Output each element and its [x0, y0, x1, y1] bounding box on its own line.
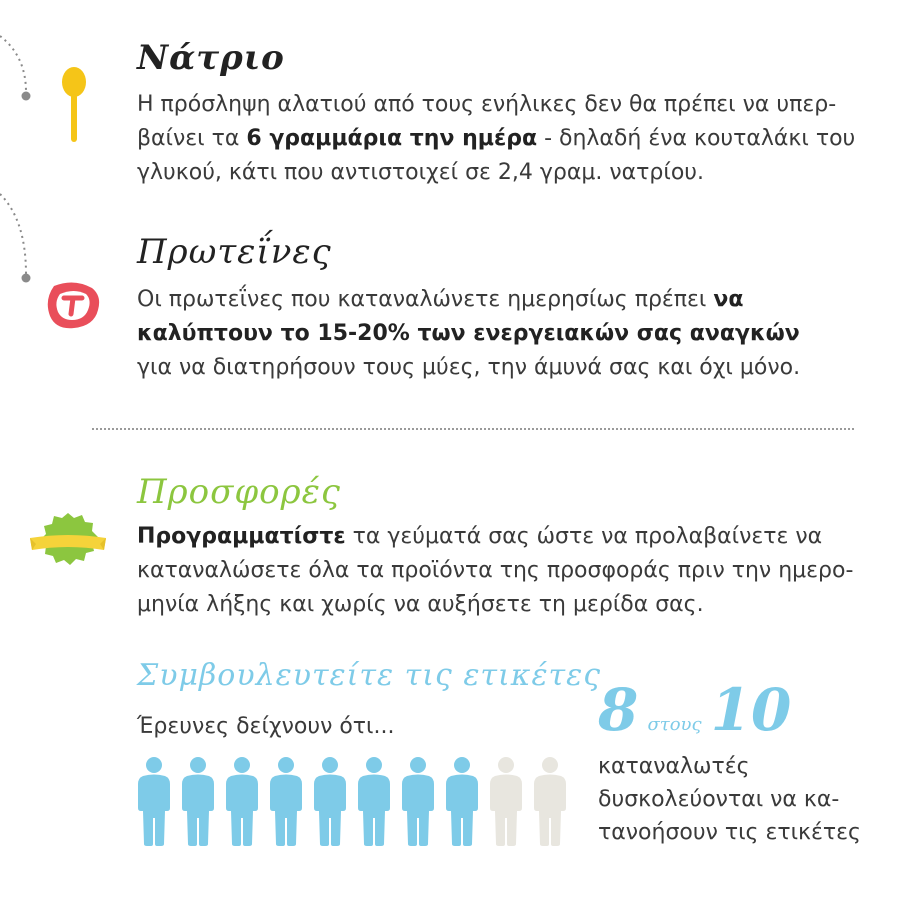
sodium-highlight: 6 γραμμάρια την ημέρα: [246, 126, 538, 151]
protein-line-2: [137, 317, 877, 351]
offers-line-3: μηνία λήξης και χωρίς να αυξήσετε τη μερίδα σας.: [137, 592, 704, 617]
research-text: Έρευνες δείχνουν ότι...: [137, 714, 395, 739]
sodium-line-3: γλυκού, κάτι που αντιστοιχεί σε 2,4 γραμ. νατρίου.: [137, 160, 705, 185]
section-divider: [92, 428, 854, 430]
protein-text: [137, 283, 877, 385]
sodium-line-2: βαίνει τα 6 γραμμάρια την ημέρα - δηλαδή ένα κουταλάκι του: [137, 126, 856, 151]
protein-line-1: Οι πρωτεΐνες που καταναλώνετε ημερησίως πρέπει να: [137, 287, 744, 312]
stat-caption-line-1: καταναλωτές: [598, 754, 750, 779]
person-icon-highlighted: [225, 756, 259, 846]
person-icon-highlighted: [313, 756, 347, 846]
sodium-title: Νάτριο: [137, 38, 285, 78]
offers-highlight: Προγραμματίστε: [137, 524, 346, 549]
sodium-text: [137, 88, 877, 190]
sodium-line-1: Η πρόσληψη αλατιού από τους ενήλικες δεν θα πρέπει να υπερ-: [137, 92, 837, 117]
dotted-connector-top: [0, 30, 40, 105]
labels-title: Συμβουλευτείτε τις ετικέτες: [137, 658, 602, 693]
dotted-connector-middle: [0, 190, 40, 290]
steak-icon: [44, 280, 102, 332]
person-icon: [533, 756, 567, 846]
person-icon-highlighted: [445, 756, 479, 846]
person-icon: [489, 756, 523, 846]
stat-headline: [598, 676, 792, 744]
offer-badge-icon: [28, 510, 108, 572]
person-icon-highlighted: [357, 756, 391, 846]
stat-word: στους: [647, 714, 702, 735]
person-icon-highlighted: [137, 756, 171, 846]
person-icon-highlighted: [401, 756, 435, 846]
stat-number-a: 8: [598, 676, 639, 744]
offers-line-1: Προγραμματίστε τα γεύματά σας ώστε να προλαβαίνετε να: [137, 524, 823, 549]
stat-number-b: 10: [710, 676, 792, 744]
offers-title: Προσφορές: [137, 472, 341, 512]
person-icon-highlighted: [269, 756, 303, 846]
offers-line-2: καταναλώσετε όλα τα προϊόντα της προσφοράς πριν την ημερο-: [137, 558, 854, 583]
protein-title: Πρωτεΐνες: [137, 232, 332, 272]
stat-caption-line-3: τανοήσουν τις ετικέτες: [598, 820, 861, 845]
offers-text: [137, 520, 887, 622]
protein-line-3: για να διατηρήσουν τους μύες, την άμυνά σας και όχι μόνο.: [137, 355, 801, 380]
person-icon-highlighted: [181, 756, 215, 846]
stat-caption: [598, 750, 861, 849]
people-row: [137, 756, 567, 846]
spoon-icon: [58, 66, 90, 146]
stat-caption-line-2: δυσκολεύονται να κα-: [598, 787, 840, 812]
protein-highlight: καλύπτουν το 15-20% των ενεργειακών σας αναγκών: [137, 321, 800, 346]
